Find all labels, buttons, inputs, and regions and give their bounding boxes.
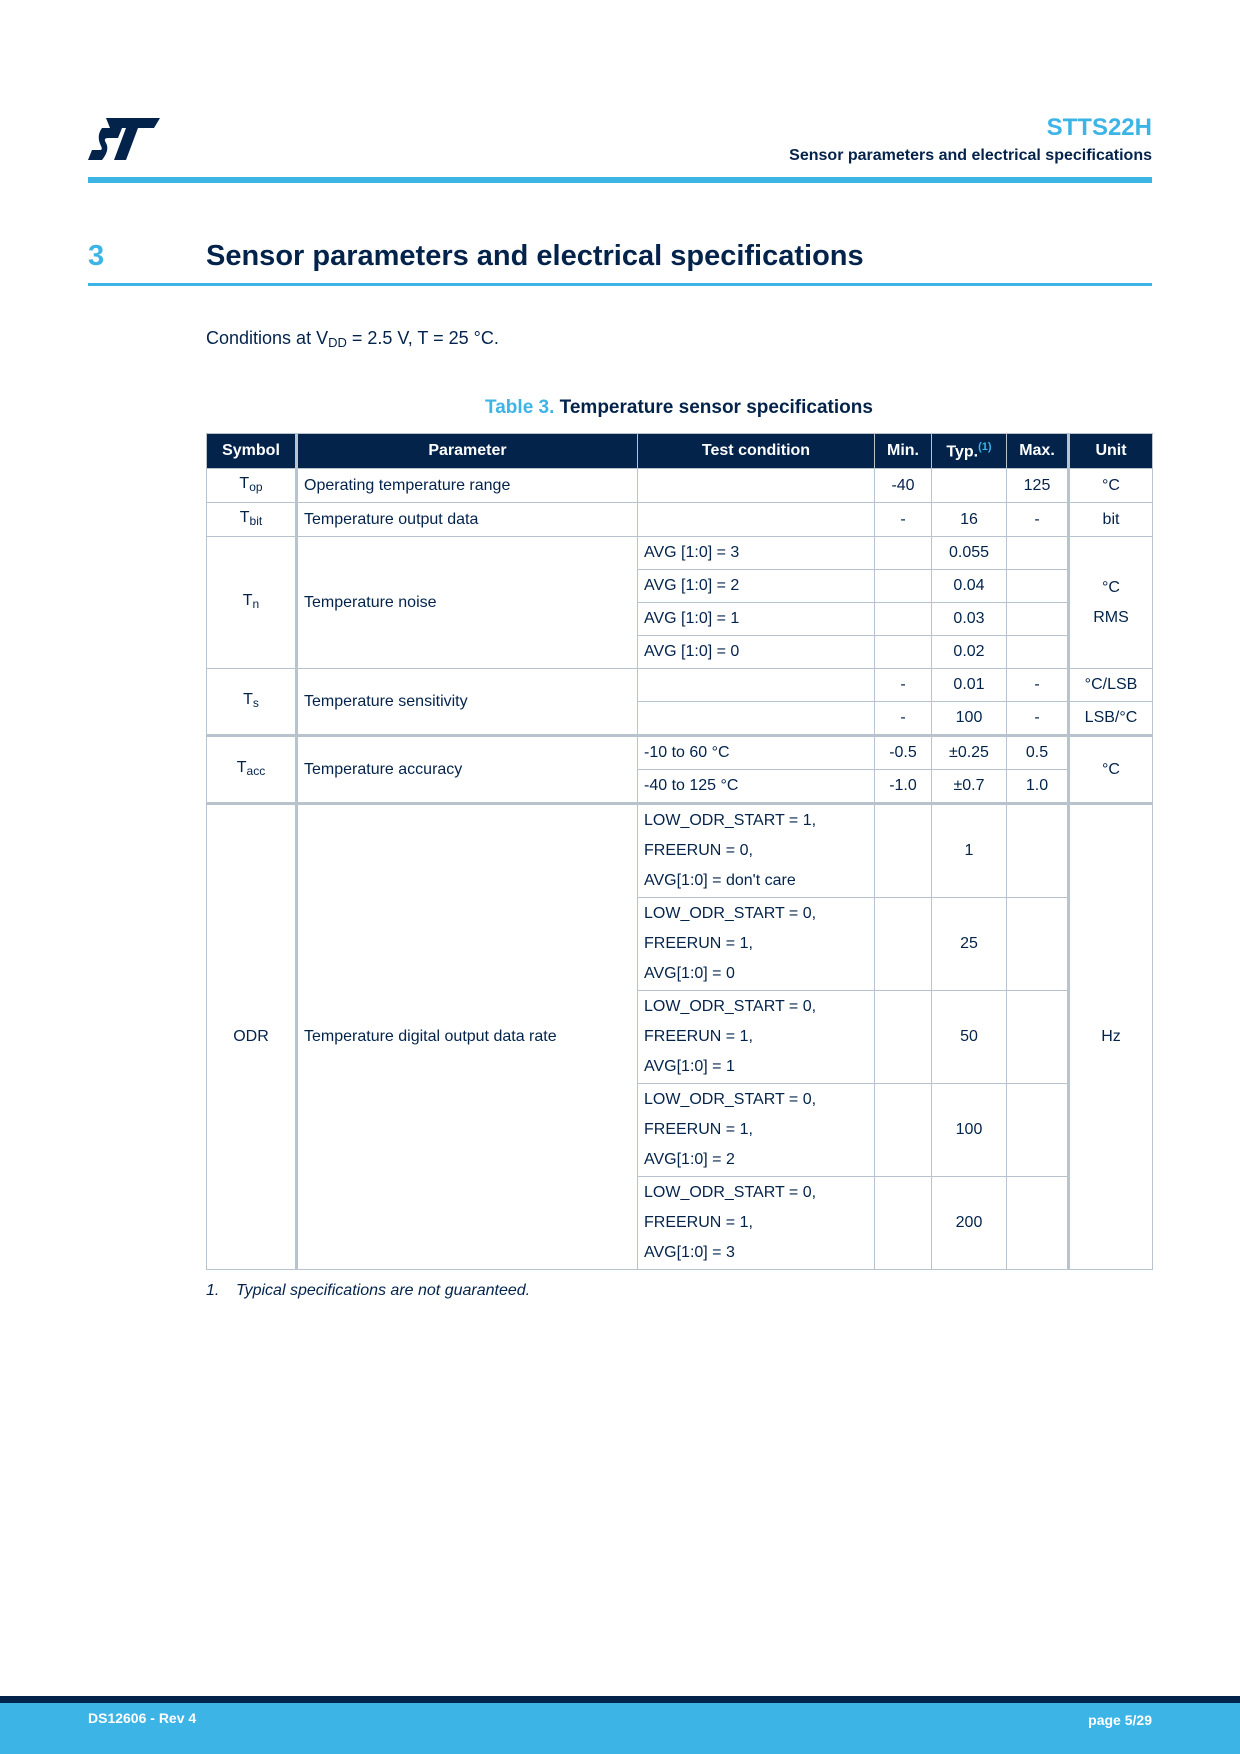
header-section-title: Sensor parameters and electrical specifications [789, 147, 1152, 164]
temperature-spec-table [206, 433, 1153, 1270]
table-row-top [207, 469, 1153, 503]
unit-cell: °C RMS [1069, 537, 1153, 669]
max-cell: - [1007, 702, 1069, 736]
max-cell [1007, 1177, 1069, 1270]
typ-cell [932, 469, 1007, 503]
table-caption-title: Temperature sensor specifications [554, 397, 873, 418]
condition-cell: AVG [1:0] = 2 [638, 570, 875, 603]
header-min: Min. [875, 434, 932, 469]
typ-cell: 50 [932, 991, 1007, 1084]
parameter-cell: Temperature digital output data rate [297, 804, 638, 1270]
header-product-name: STTS22H [1046, 114, 1152, 141]
min-cell: - [875, 669, 932, 702]
max-cell [1007, 570, 1069, 603]
conditions-text: Conditions at $V_{DD} = 2.5$ V, T = 25 °C. [206, 328, 499, 350]
min-cell: - [875, 503, 932, 537]
typ-cell: 100 [932, 702, 1007, 736]
min-cell: - [875, 702, 932, 736]
min-cell [875, 537, 932, 570]
max-cell [1007, 603, 1069, 636]
typ-cell: 0.02 [932, 636, 1007, 669]
condition-cell: LOW_ODR_START = 0, FREERUN = 1, AVG[1:0] = 0 [638, 898, 875, 991]
min-cell [875, 603, 932, 636]
footer-doc-id: DS12606 - Rev 4 [88, 1710, 197, 1726]
header-parameter: Parameter [297, 434, 638, 469]
typ-cell: 200 [932, 1177, 1007, 1270]
unit-cell: °C/LSB [1069, 669, 1153, 702]
table-row-tacc [207, 736, 1153, 770]
header-typ: Typ.$^{(1)}$ [932, 434, 1007, 469]
symbol-cell: $T_{op}$ [207, 469, 297, 503]
max-cell: - [1007, 503, 1069, 537]
parameter-cell: Temperature accuracy [297, 736, 638, 804]
parameter-cell: Temperature output data [297, 503, 638, 537]
header-divider [88, 177, 1152, 183]
typ-cell: 0.03 [932, 603, 1007, 636]
condition-cell [638, 702, 875, 736]
condition-cell: LOW_ODR_START = 0, FREERUN = 1, AVG[1:0] = 3 [638, 1177, 875, 1270]
st-logo [88, 118, 160, 160]
max-cell: 0.5 [1007, 736, 1069, 770]
table-row-tbit [207, 503, 1153, 537]
min-cell: -0.5 [875, 736, 932, 770]
table-caption-number: Table 3. [485, 397, 555, 418]
min-cell [875, 1084, 932, 1177]
condition-cell: LOW_ODR_START = 0, FREERUN = 1, AVG[1:0] = 2 [638, 1084, 875, 1177]
min-cell [875, 898, 932, 991]
typ-footnote-ref: (1) [978, 440, 992, 453]
table-row-tn [207, 537, 1153, 570]
condition-cell: LOW_ODR_START = 1, FREERUN = 0, AVG[1:0] = don't care [638, 804, 875, 898]
unit-cell: °C [1069, 469, 1153, 503]
parameter-cell: Operating temperature range [297, 469, 638, 503]
parameter-cell: Temperature noise [297, 537, 638, 669]
min-cell: -40 [875, 469, 932, 503]
symbol-cell: $T_s$ [207, 669, 297, 736]
condition-cell: AVG [1:0] = 3 [638, 537, 875, 570]
condition-cell [638, 469, 875, 503]
unit-cell: LSB/°C [1069, 702, 1153, 736]
table-footnote [206, 1282, 530, 1300]
condition-cell: -10 to 60 °C [638, 736, 875, 770]
symbol-cell: $T_{bit}$ [207, 503, 297, 537]
header-test-condition: Test condition [638, 434, 875, 469]
max-cell: 1.0 [1007, 770, 1069, 804]
typ-cell: ±0.7 [932, 770, 1007, 804]
min-cell [875, 991, 932, 1084]
symbol-cell: $T_n$ [207, 537, 297, 669]
typ-cell: ±0.25 [932, 736, 1007, 770]
typ-cell: 16 [932, 503, 1007, 537]
unit-cell: bit [1069, 503, 1153, 537]
footer-stripe [0, 1696, 1240, 1703]
section-title: Sensor parameters and electrical specifications [206, 240, 864, 272]
min-cell [875, 804, 932, 898]
footer-page-number: page 5/29 [1088, 1712, 1152, 1728]
min-cell: -1.0 [875, 770, 932, 804]
table-row-ts [207, 669, 1153, 702]
header-symbol: Symbol [207, 434, 297, 469]
footnote-text: Typical specifications are not guaranteed. [236, 1282, 531, 1299]
header-unit: Unit [1069, 434, 1153, 469]
typ-cell: 0.04 [932, 570, 1007, 603]
max-cell [1007, 636, 1069, 669]
table-row-odr [207, 804, 1153, 898]
max-cell: - [1007, 669, 1069, 702]
max-cell [1007, 898, 1069, 991]
parameter-cell: Temperature sensitivity [297, 669, 638, 736]
unit-cell: °C [1069, 736, 1153, 804]
unit-cell: Hz [1069, 804, 1153, 1270]
typ-cell: 0.01 [932, 669, 1007, 702]
condition-cell [638, 669, 875, 702]
condition-cell: AVG [1:0] = 1 [638, 603, 875, 636]
symbol-cell: $T_{acc}$ [207, 736, 297, 804]
typ-cell: 25 [932, 898, 1007, 991]
footnote-number: 1. [206, 1282, 220, 1299]
condition-cell: -40 to 125 °C [638, 770, 875, 804]
table-caption [206, 397, 1152, 419]
condition-cell: AVG [1:0] = 0 [638, 636, 875, 669]
max-cell [1007, 991, 1069, 1084]
max-cell [1007, 804, 1069, 898]
typ-cell: 0.055 [932, 537, 1007, 570]
min-cell [875, 570, 932, 603]
section-divider [88, 283, 1152, 286]
min-cell [875, 636, 932, 669]
min-cell [875, 1177, 932, 1270]
typ-cell: 100 [932, 1084, 1007, 1177]
section-number: 3 [88, 240, 105, 272]
symbol-cell: ODR [207, 804, 297, 1270]
max-cell [1007, 1084, 1069, 1177]
max-cell: 125 [1007, 469, 1069, 503]
condition-cell: LOW_ODR_START = 0, FREERUN = 1, AVG[1:0] = 1 [638, 991, 875, 1084]
condition-cell [638, 503, 875, 537]
table-header-row [207, 434, 1153, 469]
typ-cell: 1 [932, 804, 1007, 898]
max-cell [1007, 537, 1069, 570]
header-max: Max. [1007, 434, 1069, 469]
